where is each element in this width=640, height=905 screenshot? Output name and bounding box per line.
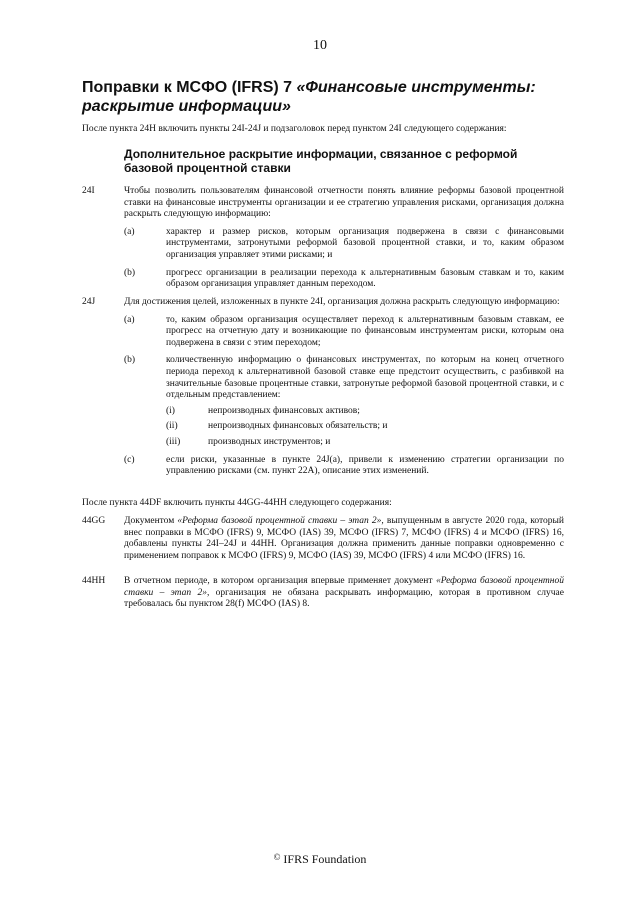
paragraph-44gg [82,516,564,562]
text-run: , организация не обязана раскрывать информацию, которая в противном случае требовалась бы пунктом 28(f) МСФО (IAS) 8. [124,587,564,610]
paragraph-24j [82,297,564,478]
list-marker: (c) [124,454,135,465]
list-marker: (ii) [166,421,178,432]
intro-instruction: После пункта 24H включить пункты 24I-24J и подзаголовок перед пунктом 24I следующего содержания: [82,124,507,134]
list-item [124,455,564,478]
list-item [124,268,564,291]
list-item-text: количественную информацию о финансовых инструментах, по которым на конец отчетного периода переход к альтернативной базовой ставке еще предстоит осуществить, с разбивкой на значительные базовые процентные ставки, затронутые реформой базовой процентной ставки, и с отдельным представлением: [166,355,564,401]
list-item [124,315,564,350]
list-item-text: производных инструментов; и [208,436,331,447]
footer [0,852,640,867]
paragraph-text [124,516,564,562]
list-item-text: если риски, указанные в пункте 24J(a), привели к изменению стратегии организации по управлению рисками (см. пункт 22A), описание этих изменений. [166,454,564,477]
title-italic: «Финансовые инструменты: раскрытие информации» [82,79,536,115]
paragraph-number: 24I [82,186,95,196]
list-item [124,227,564,262]
paragraph-44hh [82,576,564,611]
text-run: Документом [124,516,178,526]
list-marker: (iii) [166,436,181,447]
section-subheading: Дополнительное раскрытие информации, связанное с реформой базовой процентной ставки [124,147,518,175]
intro-instruction-2: После пункта 44DF включить пункты 44GG-44HH следующего содержания: [82,498,392,508]
page-number: 10 [313,38,327,53]
sub-list-item [166,406,564,418]
list-marker: (i) [166,405,175,416]
paragraph-text: Чтобы позволить пользователям финансовой отчетности понять влияние реформы базовой процентной ставки на финансовые инструменты организации и ее стратегию управления рисками, организация должна раскрыть следующую информацию: [124,186,564,220]
page-title [82,78,562,116]
text-run: В отчетном периоде, в котором организация впервые применяет документ [124,576,436,586]
document-title: «Реформа базовой процентной ставки – этап 2» [177,516,382,526]
text-run: , выпущенным в августе 2020 года, который внес поправки в МСФО (IFRS) 9, МСФО (IAS) 39, МСФО (IFRS) 7, МСФО (IFRS) 4 и МСФО (IFRS) 16, добавлены пункты 24I–24J и 44HH. Организация должна применить данные поправки одновременно с применением поправок к МСФО (IFRS) 9, МСФО (IAS) 39, МСФО (IFRS) 4 или МСФО (IFRS) 16. [124,516,565,561]
document-title: «Реформа базовой процентной ставки – этап 2» [124,576,564,598]
paragraph-number: 44HH [82,576,106,586]
list-item-text: непроизводных финансовых обязательств; и [208,421,388,432]
list-item-text: характер и размер рисков, которым организация подвержена в связи с финансовыми инструментами, затронутыми реформой базовой процентной ставки, и то, каким образом организация управляет этими рисками; и [166,226,564,260]
list-marker: (a) [124,226,135,237]
copyright-icon: © [273,852,281,862]
paragraph-text: Для достижения целей, изложенных в пункте 24I, организация должна раскрыть следующую информацию: [124,297,560,307]
paragraph-number: 44GG [82,516,106,526]
list-item [124,355,564,401]
list-item-text: то, каким образом организация осуществляет переход к альтернативным базовым ставкам, ее прогресс на отчетную дату и возникающие по финансовым инструментам риски, которым она подвержена в связи с этим переходом; [166,314,564,348]
list-item-text: прогресс организации в реализации перехода к альтернативным базовым ставкам и то, каким образом организация управляет данным переходом. [166,267,564,290]
list-marker: (b) [124,355,136,366]
footer-text: IFRS Foundation [280,852,367,866]
paragraph-number: 24J [82,297,96,307]
paragraph-text [124,576,564,611]
list-marker: (b) [124,267,136,278]
sub-list-item [166,437,564,449]
paragraph-24i [82,186,564,291]
list-marker: (a) [124,314,135,325]
sub-list-item [166,421,564,433]
list-item-text: непроизводных финансовых активов; [208,405,360,416]
title-plain: Поправки к МСФО (IFRS) 7 [82,79,297,96]
